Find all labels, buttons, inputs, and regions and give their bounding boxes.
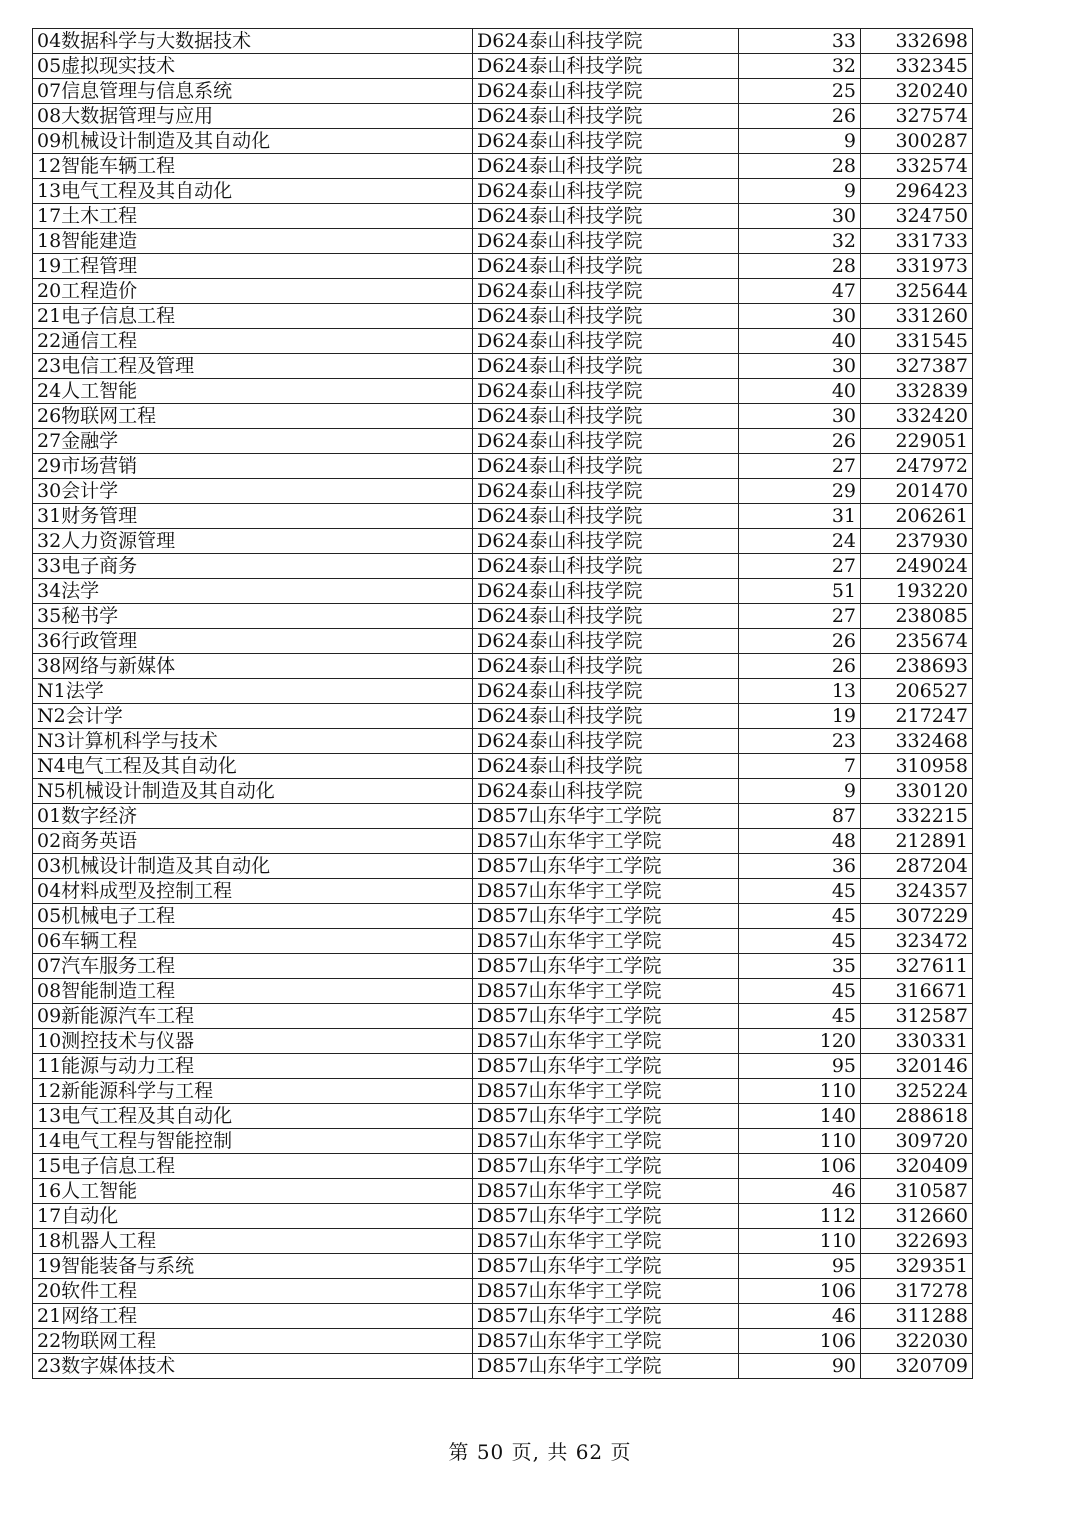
school-cell: D857山东华宇工学院	[473, 1279, 739, 1304]
plan-count-cell: 32	[739, 229, 861, 254]
plan-count-cell: 106	[739, 1329, 861, 1354]
table-row	[33, 629, 973, 654]
rank-cell: 310958	[861, 754, 973, 779]
table-row	[33, 1104, 973, 1129]
major-cell: 13电气工程及其自动化	[33, 1104, 473, 1129]
major-cell: N2会计学	[33, 704, 473, 729]
school-cell: D624泰山科技学院	[473, 354, 739, 379]
school-cell: D624泰山科技学院	[473, 104, 739, 129]
school-cell: D857山东华宇工学院	[473, 1004, 739, 1029]
table-row	[33, 54, 973, 79]
table-row	[33, 354, 973, 379]
plan-count-cell: 51	[739, 579, 861, 604]
school-cell: D857山东华宇工学院	[473, 979, 739, 1004]
rank-cell: 247972	[861, 454, 973, 479]
table-row	[33, 604, 973, 629]
school-cell: D624泰山科技学院	[473, 54, 739, 79]
plan-count-cell: 90	[739, 1354, 861, 1379]
school-cell: D857山东华宇工学院	[473, 1054, 739, 1079]
school-cell: D857山东华宇工学院	[473, 1029, 739, 1054]
major-cell: 32人力资源管理	[33, 529, 473, 554]
plan-count-cell: 46	[739, 1304, 861, 1329]
school-cell: D857山东华宇工学院	[473, 1129, 739, 1154]
plan-count-cell: 47	[739, 279, 861, 304]
plan-count-cell: 110	[739, 1079, 861, 1104]
page-number-label: 第 50 页, 共 62 页	[448, 1440, 632, 1464]
major-cell: 22通信工程	[33, 329, 473, 354]
school-cell: D624泰山科技学院	[473, 179, 739, 204]
table-row	[33, 329, 973, 354]
rank-cell: 329351	[861, 1254, 973, 1279]
major-cell: 33电子商务	[33, 554, 473, 579]
table-row	[33, 79, 973, 104]
major-cell: N1法学	[33, 679, 473, 704]
rank-cell: 307229	[861, 904, 973, 929]
school-cell: D857山东华宇工学院	[473, 1104, 739, 1129]
table-row	[33, 29, 973, 54]
table-row	[33, 1179, 973, 1204]
rank-cell: 332574	[861, 154, 973, 179]
table-row	[33, 879, 973, 904]
plan-count-cell: 45	[739, 1004, 861, 1029]
rank-cell: 316671	[861, 979, 973, 1004]
rank-cell: 206527	[861, 679, 973, 704]
major-cell: 07信息管理与信息系统	[33, 79, 473, 104]
plan-count-cell: 28	[739, 154, 861, 179]
school-cell: D857山东华宇工学院	[473, 1329, 739, 1354]
major-cell: 18智能建造	[33, 229, 473, 254]
rank-cell: 296423	[861, 179, 973, 204]
school-cell: D624泰山科技学院	[473, 779, 739, 804]
school-cell: D857山东华宇工学院	[473, 1304, 739, 1329]
major-cell: 27金融学	[33, 429, 473, 454]
table-row	[33, 1154, 973, 1179]
school-cell: D624泰山科技学院	[473, 754, 739, 779]
table-row	[33, 529, 973, 554]
rank-cell: 332345	[861, 54, 973, 79]
table-row	[33, 1004, 973, 1029]
table-row	[33, 229, 973, 254]
major-cell: 31财务管理	[33, 504, 473, 529]
major-cell: 13电气工程及其自动化	[33, 179, 473, 204]
school-cell: D857山东华宇工学院	[473, 854, 739, 879]
school-cell: D624泰山科技学院	[473, 254, 739, 279]
major-cell: 29市场营销	[33, 454, 473, 479]
major-cell: 12智能车辆工程	[33, 154, 473, 179]
rank-cell: 249024	[861, 554, 973, 579]
major-cell: 02商务英语	[33, 829, 473, 854]
major-cell: 21电子信息工程	[33, 304, 473, 329]
rank-cell: 311288	[861, 1304, 973, 1329]
rank-cell: 322693	[861, 1229, 973, 1254]
rank-cell: 332839	[861, 379, 973, 404]
table-row	[33, 179, 973, 204]
rank-cell: 322030	[861, 1329, 973, 1354]
rank-cell: 312660	[861, 1204, 973, 1229]
school-cell: D624泰山科技学院	[473, 279, 739, 304]
major-cell: 30会计学	[33, 479, 473, 504]
school-cell: D624泰山科技学院	[473, 654, 739, 679]
major-cell: 23电信工程及管理	[33, 354, 473, 379]
table-row	[33, 804, 973, 829]
school-cell: D857山东华宇工学院	[473, 1154, 739, 1179]
plan-count-cell: 27	[739, 454, 861, 479]
rank-cell: 235674	[861, 629, 973, 654]
rank-cell: 330331	[861, 1029, 973, 1054]
rank-cell: 332468	[861, 729, 973, 754]
school-cell: D624泰山科技学院	[473, 729, 739, 754]
school-cell: D624泰山科技学院	[473, 629, 739, 654]
table-row	[33, 579, 973, 604]
major-cell: 22物联网工程	[33, 1329, 473, 1354]
plan-count-cell: 30	[739, 404, 861, 429]
table-row	[33, 1129, 973, 1154]
major-cell: 24人工智能	[33, 379, 473, 404]
plan-count-cell: 40	[739, 379, 861, 404]
major-cell: 04材料成型及控制工程	[33, 879, 473, 904]
major-cell: 17土木工程	[33, 204, 473, 229]
table-row	[33, 829, 973, 854]
plan-count-cell: 45	[739, 904, 861, 929]
school-cell: D624泰山科技学院	[473, 554, 739, 579]
major-cell: 38网络与新媒体	[33, 654, 473, 679]
rank-cell: 300287	[861, 129, 973, 154]
table-row	[33, 704, 973, 729]
major-cell: 36行政管理	[33, 629, 473, 654]
table-row	[33, 1254, 973, 1279]
admission-data-table	[32, 28, 973, 1379]
rank-cell: 330120	[861, 779, 973, 804]
table-row	[33, 729, 973, 754]
table-row	[33, 1054, 973, 1079]
major-cell: 20工程造价	[33, 279, 473, 304]
school-cell: D624泰山科技学院	[473, 229, 739, 254]
plan-count-cell: 19	[739, 704, 861, 729]
plan-count-cell: 45	[739, 929, 861, 954]
school-cell: D624泰山科技学院	[473, 379, 739, 404]
plan-count-cell: 35	[739, 954, 861, 979]
table-row	[33, 1304, 973, 1329]
school-cell: D857山东华宇工学院	[473, 954, 739, 979]
major-cell: 09机械设计制造及其自动化	[33, 129, 473, 154]
major-cell: 08智能制造工程	[33, 979, 473, 1004]
table-row	[33, 1079, 973, 1104]
plan-count-cell: 110	[739, 1129, 861, 1154]
plan-count-cell: 95	[739, 1054, 861, 1079]
table-row	[33, 754, 973, 779]
major-cell: N3计算机科学与技术	[33, 729, 473, 754]
major-cell: 04数据科学与大数据技术	[33, 29, 473, 54]
rank-cell: 206261	[861, 504, 973, 529]
major-cell: 18机器人工程	[33, 1229, 473, 1254]
major-cell: 16人工智能	[33, 1179, 473, 1204]
table-row	[33, 304, 973, 329]
school-cell: D857山东华宇工学院	[473, 1079, 739, 1104]
rank-cell: 324357	[861, 879, 973, 904]
rank-cell: 217247	[861, 704, 973, 729]
table-row	[33, 1279, 973, 1304]
major-cell: 17自动化	[33, 1204, 473, 1229]
table-row	[33, 254, 973, 279]
plan-count-cell: 33	[739, 29, 861, 54]
plan-count-cell: 27	[739, 554, 861, 579]
table-row	[33, 554, 973, 579]
plan-count-cell: 87	[739, 804, 861, 829]
table-row	[33, 404, 973, 429]
school-cell: D857山东华宇工学院	[473, 1229, 739, 1254]
plan-count-cell: 30	[739, 354, 861, 379]
rank-cell: 320146	[861, 1054, 973, 1079]
table-row	[33, 1329, 973, 1354]
plan-count-cell: 45	[739, 879, 861, 904]
plan-count-cell: 40	[739, 329, 861, 354]
page-footer	[0, 1436, 1080, 1465]
plan-count-cell: 25	[739, 79, 861, 104]
school-cell: D624泰山科技学院	[473, 404, 739, 429]
plan-count-cell: 26	[739, 104, 861, 129]
rank-cell: 327611	[861, 954, 973, 979]
rank-cell: 325224	[861, 1079, 973, 1104]
plan-count-cell: 32	[739, 54, 861, 79]
school-cell: D624泰山科技学院	[473, 154, 739, 179]
major-cell: N5机械设计制造及其自动化	[33, 779, 473, 804]
table-row	[33, 979, 973, 1004]
school-cell: D857山东华宇工学院	[473, 1204, 739, 1229]
rank-cell: 212891	[861, 829, 973, 854]
school-cell: D624泰山科技学院	[473, 579, 739, 604]
school-cell: D624泰山科技学院	[473, 29, 739, 54]
major-cell: 21网络工程	[33, 1304, 473, 1329]
table-row	[33, 929, 973, 954]
rank-cell: 312587	[861, 1004, 973, 1029]
plan-count-cell: 23	[739, 729, 861, 754]
table-row	[33, 129, 973, 154]
plan-count-cell: 31	[739, 504, 861, 529]
table-body	[33, 29, 973, 1379]
school-cell: D857山东华宇工学院	[473, 929, 739, 954]
table-row	[33, 954, 973, 979]
plan-count-cell: 29	[739, 479, 861, 504]
plan-count-cell: 26	[739, 429, 861, 454]
major-cell: 23数字媒体技术	[33, 1354, 473, 1379]
plan-count-cell: 106	[739, 1279, 861, 1304]
plan-count-cell: 140	[739, 1104, 861, 1129]
rank-cell: 238693	[861, 654, 973, 679]
table-row	[33, 279, 973, 304]
major-cell: 12新能源科学与工程	[33, 1079, 473, 1104]
rank-cell: 320240	[861, 79, 973, 104]
major-cell: 05机械电子工程	[33, 904, 473, 929]
table-row	[33, 454, 973, 479]
school-cell: D624泰山科技学院	[473, 454, 739, 479]
rank-cell: 309720	[861, 1129, 973, 1154]
rank-cell: 287204	[861, 854, 973, 879]
school-cell: D624泰山科技学院	[473, 529, 739, 554]
school-cell: D857山东华宇工学院	[473, 1179, 739, 1204]
plan-count-cell: 36	[739, 854, 861, 879]
table-row	[33, 379, 973, 404]
table-row	[33, 654, 973, 679]
major-cell: 07汽车服务工程	[33, 954, 473, 979]
plan-count-cell: 27	[739, 604, 861, 629]
table-row	[33, 1029, 973, 1054]
school-cell: D857山东华宇工学院	[473, 1254, 739, 1279]
major-cell: N4电气工程及其自动化	[33, 754, 473, 779]
school-cell: D857山东华宇工学院	[473, 804, 739, 829]
rank-cell: 238085	[861, 604, 973, 629]
school-cell: D624泰山科技学院	[473, 79, 739, 104]
major-cell: 05虚拟现实技术	[33, 54, 473, 79]
plan-count-cell: 24	[739, 529, 861, 554]
rank-cell: 331733	[861, 229, 973, 254]
plan-count-cell: 26	[739, 654, 861, 679]
plan-count-cell: 9	[739, 129, 861, 154]
table-row	[33, 679, 973, 704]
table-row	[33, 104, 973, 129]
plan-count-cell: 110	[739, 1229, 861, 1254]
plan-count-cell: 48	[739, 829, 861, 854]
plan-count-cell: 28	[739, 254, 861, 279]
rank-cell: 332698	[861, 29, 973, 54]
table-row	[33, 204, 973, 229]
table-row	[33, 154, 973, 179]
school-cell: D624泰山科技学院	[473, 479, 739, 504]
plan-count-cell: 95	[739, 1254, 861, 1279]
rank-cell: 325644	[861, 279, 973, 304]
table-row	[33, 779, 973, 804]
rank-cell: 324750	[861, 204, 973, 229]
rank-cell: 331260	[861, 304, 973, 329]
school-cell: D624泰山科技学院	[473, 604, 739, 629]
rank-cell: 310587	[861, 1179, 973, 1204]
school-cell: D857山东华宇工学院	[473, 904, 739, 929]
major-cell: 06车辆工程	[33, 929, 473, 954]
school-cell: D624泰山科技学院	[473, 429, 739, 454]
major-cell: 15电子信息工程	[33, 1154, 473, 1179]
plan-count-cell: 120	[739, 1029, 861, 1054]
table-row	[33, 1204, 973, 1229]
rank-cell: 331545	[861, 329, 973, 354]
school-cell: D857山东华宇工学院	[473, 879, 739, 904]
rank-cell: 229051	[861, 429, 973, 454]
rank-cell: 320709	[861, 1354, 973, 1379]
table-row	[33, 479, 973, 504]
plan-count-cell: 45	[739, 979, 861, 1004]
rank-cell: 327387	[861, 354, 973, 379]
rank-cell: 317278	[861, 1279, 973, 1304]
major-cell: 26物联网工程	[33, 404, 473, 429]
rank-cell: 201470	[861, 479, 973, 504]
table-row	[33, 504, 973, 529]
school-cell: D624泰山科技学院	[473, 679, 739, 704]
rank-cell: 193220	[861, 579, 973, 604]
table-row	[33, 1354, 973, 1379]
school-cell: D857山东华宇工学院	[473, 829, 739, 854]
plan-count-cell: 106	[739, 1154, 861, 1179]
rank-cell: 332420	[861, 404, 973, 429]
rank-cell: 237930	[861, 529, 973, 554]
plan-count-cell: 112	[739, 1204, 861, 1229]
plan-count-cell: 7	[739, 754, 861, 779]
plan-count-cell: 26	[739, 629, 861, 654]
major-cell: 34法学	[33, 579, 473, 604]
major-cell: 03机械设计制造及其自动化	[33, 854, 473, 879]
major-cell: 35秘书学	[33, 604, 473, 629]
plan-count-cell: 30	[739, 304, 861, 329]
table-row	[33, 854, 973, 879]
plan-count-cell: 9	[739, 779, 861, 804]
table-row	[33, 1229, 973, 1254]
major-cell: 19工程管理	[33, 254, 473, 279]
plan-count-cell: 46	[739, 1179, 861, 1204]
major-cell: 08大数据管理与应用	[33, 104, 473, 129]
rank-cell: 332215	[861, 804, 973, 829]
major-cell: 11能源与动力工程	[33, 1054, 473, 1079]
rank-cell: 323472	[861, 929, 973, 954]
school-cell: D624泰山科技学院	[473, 204, 739, 229]
rank-cell: 320409	[861, 1154, 973, 1179]
plan-count-cell: 13	[739, 679, 861, 704]
school-cell: D624泰山科技学院	[473, 129, 739, 154]
rank-cell: 331973	[861, 254, 973, 279]
table-row	[33, 904, 973, 929]
rank-cell: 288618	[861, 1104, 973, 1129]
table-row	[33, 429, 973, 454]
school-cell: D624泰山科技学院	[473, 304, 739, 329]
rank-cell: 327574	[861, 104, 973, 129]
major-cell: 14电气工程与智能控制	[33, 1129, 473, 1154]
school-cell: D624泰山科技学院	[473, 704, 739, 729]
school-cell: D624泰山科技学院	[473, 329, 739, 354]
school-cell: D624泰山科技学院	[473, 504, 739, 529]
major-cell: 10测控技术与仪器	[33, 1029, 473, 1054]
plan-count-cell: 9	[739, 179, 861, 204]
major-cell: 09新能源汽车工程	[33, 1004, 473, 1029]
plan-count-cell: 30	[739, 204, 861, 229]
major-cell: 20软件工程	[33, 1279, 473, 1304]
major-cell: 01数字经济	[33, 804, 473, 829]
school-cell: D857山东华宇工学院	[473, 1354, 739, 1379]
major-cell: 19智能装备与系统	[33, 1254, 473, 1279]
